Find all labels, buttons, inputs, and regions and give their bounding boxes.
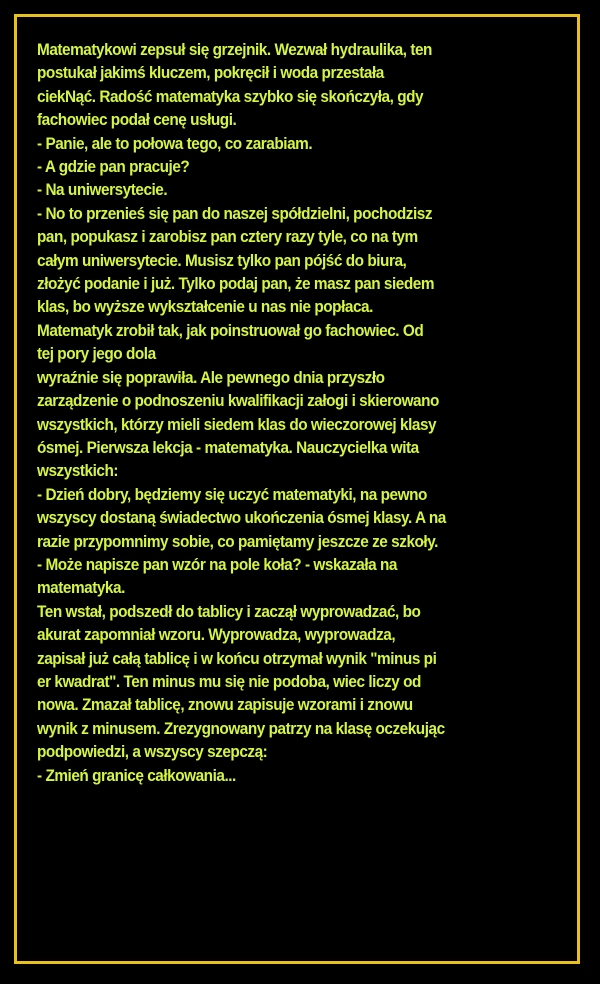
text-line: wszystkich: [37, 462, 119, 481]
text-line: - A gdzie pan pracuje? [37, 158, 190, 177]
text-line: Ten wstał, podszedł do tablicy i zaczął wyprowadzać, bo [37, 602, 421, 621]
text-line: - No to przenieś się pan do naszej spółdzielni, pochodzisz [37, 204, 433, 223]
text-line: - Na uniwersytecie. [37, 181, 168, 200]
text-line: Matematyk zrobił tak, jak poinstruował go fachowiec. Od [37, 321, 424, 340]
text-line: Matematykowi zepsuł się grzejnik. Wezwał hydraulika, ten [37, 41, 432, 59]
joke-frame [14, 14, 580, 964]
text-line: wynik z minusem. Zrezygnowany patrzy na klasę oczekując [37, 719, 445, 738]
text-line: - Dzień dobry, będziemy się uczyć matematyki, na pewno [37, 485, 427, 504]
text-line: nowa. Zmazał tablicę, znowu zapisuje wzorami i znowu [37, 696, 413, 715]
text-line: postukał jakimś kluczem, pokręcił i woda przestała [37, 64, 384, 83]
text-line: zapisał już całą tablicę i w końcu otrzymał wynik "minus pi [37, 649, 437, 668]
text-line: wszystkich, którzy mieli siedem klas do wieczorowej klasy [37, 415, 437, 434]
text-line: złożyć podanie i już. Tylko podaj pan, że masz pan siedem [37, 275, 435, 294]
text-line: całym uniwersytecie. Musisz tylko pan pójść do biura, [37, 251, 407, 270]
joke-text [37, 39, 528, 788]
text-line: - Może napisze pan wzór na pole koła? - wskazała na [37, 555, 398, 574]
text-line: pan, popukasz i zarobisz pan cztery razy tyle, co na tym [37, 228, 418, 247]
text-line: matematyka. [37, 579, 125, 598]
text-line: - Zmień granicę całkowania... [37, 766, 236, 785]
text-line: wyraźnie się poprawiła. Ale pewnego dnia przyszło [37, 368, 385, 387]
text-line: ciekNąć. Radość matematyka szybko się skończyła, gdy [37, 87, 424, 106]
text-line: zarządzenie o podnoszeniu kwalifikacji załogi i skierowano [37, 392, 439, 411]
text-line: ósmej. Pierwsza lekcja - matematyka. Nauczycielka wita [37, 438, 419, 457]
text-line: er kwadrat". Ten minus mu się nie podoba, wiec liczy od [37, 672, 421, 691]
text-line: podpowiedzi, a wszyscy szepczą: [37, 743, 268, 762]
text-line: akurat zapomniał wzoru. Wyprowadza, wyprowadza, [37, 626, 396, 645]
text-line: wszyscy dostaną świadectwo ukończenia ósmej klasy. A na [37, 509, 446, 528]
text-line: - Panie, ale to połowa tego, co zarabiam. [37, 134, 313, 153]
text-line: klas, bo wyższe wykształcenie u nas nie popłaca. [37, 298, 373, 317]
text-line: tej pory jego dola [37, 345, 156, 364]
text-line: fachowiec podał cenę usługi. [37, 111, 237, 130]
text-line: razie przypomnimy sobie, co pamiętamy jeszcze ze szkoły. [37, 532, 438, 551]
